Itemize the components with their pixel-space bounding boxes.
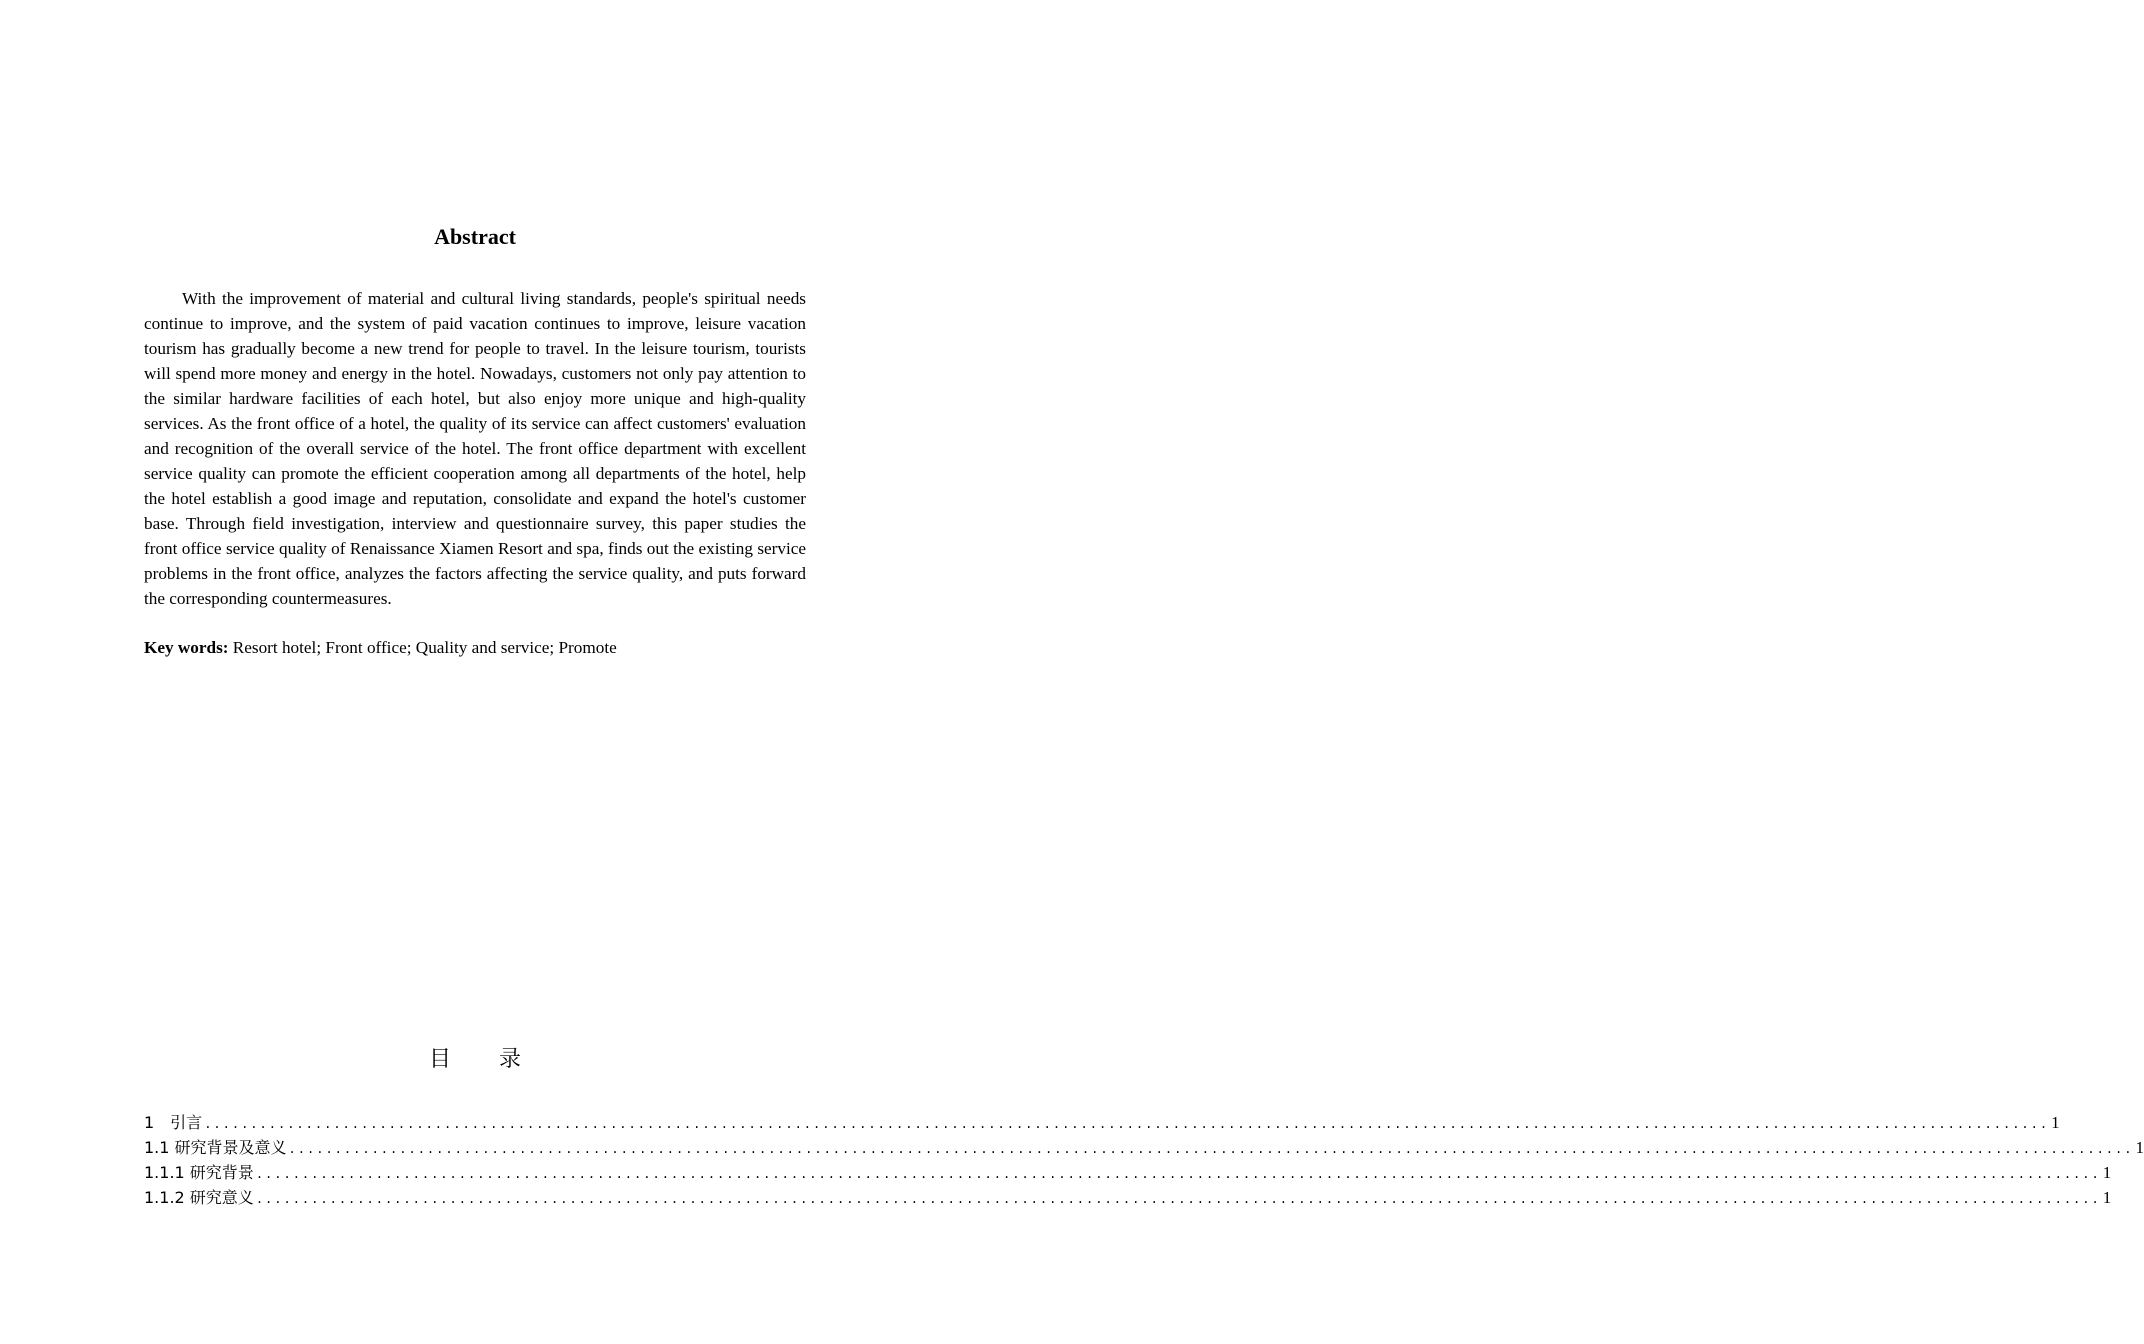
table-of-contents <box>144 1110 2144 1210</box>
toc-title <box>0 1044 950 1076</box>
toc-entry[interactable] <box>144 1110 2060 1135</box>
toc-entry-page: 1 <box>2102 1163 2112 1182</box>
toc-entry-label: 1.1.1 研究背景 <box>144 1163 254 1182</box>
toc-entry[interactable] <box>144 1160 2112 1185</box>
toc-entry[interactable] <box>144 1185 2112 1210</box>
toc-dot-leader: ........................................................................................................................................................................................................ <box>255 1167 2101 1181</box>
toc-title-part1: 目 <box>428 1047 451 1072</box>
abstract-title: Abstract <box>434 224 516 249</box>
toc-entry-label: 1 引言 <box>144 1113 203 1132</box>
toc-dot-leader: ........................................................................................................................................................................................................ <box>255 1192 2101 1206</box>
keywords-label: Key words: <box>144 638 229 657</box>
toc-entry-page: 1 <box>2051 1113 2060 1132</box>
toc-title-part2: 录 <box>499 1047 522 1072</box>
toc-entry-label: 1.1.2 研究意义 <box>144 1188 254 1207</box>
toc-entry-label: 1.1 研究背景及意义 <box>144 1138 287 1157</box>
toc-dot-leader: ........................................................................................................................................................................................................ <box>288 1142 2134 1156</box>
toc-entry-page: 1 <box>2135 1138 2144 1157</box>
abstract-body: With the improvement of material and cultural living standards, people's spiritual needs continue to improve, and the system of paid vacation continues to improve, leisure vacation tourism has gradually become a new trend for people to travel. In the leisure tourism, tourists will spend more money and energy in the hotel. Nowadays, customers not only pay attention to the similar hardware facilities of each hotel, but also enjoy more unique and high-quality services. As the front office of a hotel, the quality of its service can affect customers' evaluation and recognition of the overall service of the hotel. The front office department with excellent service quality can promote the efficient cooperation among all departments of the hotel, help the hotel establish a good image and reputation, consolidate and expand the hotel's customer base. Through field investigation, interview and questionnaire survey, this paper studies the front office service quality of Renaissance Xiamen Resort and spa, finds out the existing service problems in the front office, analyzes the factors affecting the service quality, and puts forward the corresponding countermeasures. <box>144 289 806 608</box>
keywords-value: Resort hotel; Front office; Quality and service; Promote <box>232 638 617 657</box>
toc-dot-leader: ........................................................................................................................................................................................................ <box>204 1117 2050 1131</box>
keywords <box>144 635 806 660</box>
toc-entry[interactable] <box>144 1135 2144 1160</box>
toc-entry-page: 1 <box>2102 1188 2112 1207</box>
